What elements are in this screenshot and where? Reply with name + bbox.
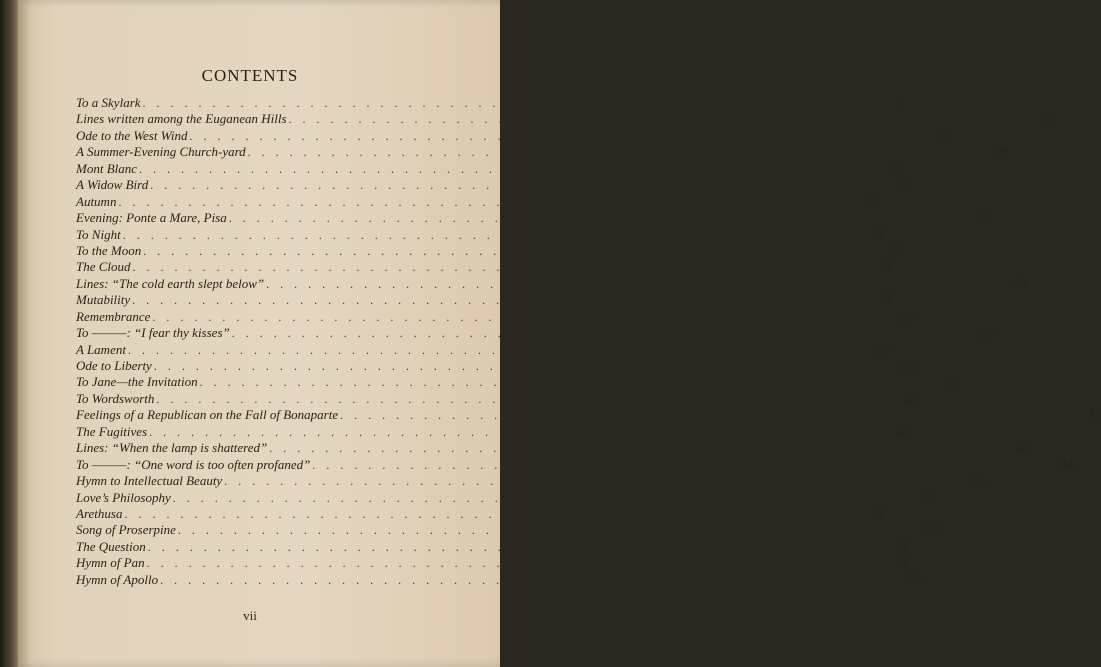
toc-entry	[76, 555, 908, 571]
toc-entry	[76, 242, 905, 259]
dot-leader: . . . . . . . . . . . . . . . . . . . . . . . . . . . . . . . . . . . . . . . . . . . . . . . . . . . . .	[288, 112, 1024, 127]
dot-leader: . . . . . . . . . . . . . . . . . . . . . . . . . . . . . . . . . . . . . . . . . . . . . . . . . . . . .	[199, 375, 935, 390]
toc-entry-page-number: 25	[891, 243, 905, 258]
toc-entry	[76, 489, 934, 506]
toc-entry-page-number: 47	[921, 490, 934, 505]
toc-entry	[76, 95, 904, 111]
toc-entry-title: Hymn of Pan	[76, 555, 145, 571]
dot-leader: . . . . . . . . . . . . . . . . . . . . . . . . . . . . . . . . . . . . . . . . . . . . . . . . . . . . .	[153, 359, 889, 373]
toc-entry	[76, 226, 884, 243]
toc-entry-title: To ———: “One word is too often profaned”	[76, 456, 311, 472]
toc-entry-title: To Night	[76, 226, 121, 242]
toc-entry	[76, 275, 1028, 292]
toc-entry-page-number: 38	[948, 375, 961, 390]
toc-entry	[76, 341, 889, 358]
toc-entry-title: Lines: “The cold earth slept below”	[76, 275, 265, 291]
toc-entry-page-number: 19	[887, 161, 901, 176]
contents-heading: CONTENTS	[201, 66, 299, 85]
toc-entry-title: To a Skylark	[76, 95, 141, 110]
toc-entry	[76, 505, 886, 522]
toc-entry-page-number: 6	[1043, 112, 1050, 127]
dot-leader: . . . . . . . . . . . . . . . . . . . . . . . . . . . . . . . . . . . . . . . . . . . . . . . . . . . . .	[152, 309, 888, 324]
toc-entry	[76, 358, 915, 374]
toc-entry-title: Feelings of a Republican on the Fall of Bonaparte	[76, 407, 339, 423]
toc-entry-page-number: 28	[1014, 276, 1028, 291]
dot-leader: . . . . . . . . . . . . . . . . . . . . . . . . . . . . . . . . . . . . . . . . . . . . . . . . . . . . .	[143, 243, 879, 258]
toc-entry	[76, 210, 990, 226]
toc-entry-title: The Fugitives	[76, 423, 148, 439]
dot-leader: . . . . . . . . . . . . . . . . . . . . . . . . . . . . . . . . . . . . . . . . . . . . . . . . . . . . .	[127, 342, 863, 357]
toc-entry	[76, 308, 914, 325]
toc-entry-page-number: 23	[866, 194, 880, 209]
toc-entry-page-number: 45	[972, 474, 986, 489]
toc-entry	[76, 456, 1074, 473]
toc-entry	[76, 538, 909, 555]
book-gutter	[0, 0, 18, 667]
dot-leader: . . . . . . . . . . . . . . . . . . . . . . . . . . . . . . . . . . . . . . . . . . . . . . . . . . . . .	[122, 227, 858, 242]
toc-entry-page-number: 22	[898, 178, 912, 193]
toc-entry	[76, 473, 986, 489]
toc-entry	[76, 292, 894, 308]
toc-entry	[76, 325, 993, 341]
toc-entry-page-number: 51	[896, 539, 909, 554]
dot-leader: . . . . . . . . . . . . . . . . . . . . . . . . . . . . . . . . . . . . . . . . . . . . . . . . . . . . .	[139, 161, 875, 176]
dot-leader: . . . . . . . . . . . . . . . . . . . . . . . . . . . . . . . . . . . . . . . . . . . . . . . . . . . . .	[147, 539, 883, 554]
page-folio: vii	[243, 608, 257, 623]
dot-leader: . . . . . . . . . . . . . . . . . . . . . . . . . . . . . . . . . . . . . . . . . . . . . . . . . . . . .	[340, 408, 1076, 423]
toc-entry-page-number: 30	[980, 326, 993, 341]
dot-leader: . . . . . . . . . . . . . . . . . . . . . . . . . . . . . . . . . . . . . . . . . . . . . . . . . . . . .	[172, 490, 908, 505]
toc-entry-title: Evening: Ponte a Mare, Pisa	[76, 210, 227, 226]
toc-entry-title: Love’s Philosophy	[76, 489, 171, 505]
dot-leader: . . . . . . . . . . . . . . . . . . . . . . . . . . . . . . . . . . . . . . . . . . . . . . . . . . . . .	[224, 474, 960, 489]
toc-entry-page-number: 43	[1017, 441, 1031, 456]
toc-entry	[76, 423, 911, 440]
toc-entry-title: A Widow Bird	[76, 177, 149, 193]
toc-entry-page-number: 31	[902, 359, 915, 373]
toc-entry-page-number: 23	[977, 211, 990, 226]
dot-leader: . . . . . . . . . . . . . . . . . . . . . . . . . . . . . . . . . . . . . . . . . . . . . . . . . . . . .	[156, 391, 892, 406]
toc-entry-title: A Lament	[76, 341, 126, 357]
toc-entry-page-number: 41	[1088, 408, 1101, 423]
table-of-contents	[76, 95, 1101, 588]
toc-entry-page-number: 53	[908, 572, 922, 587]
toc-entry-title: To ———: “I fear thy kisses”	[76, 325, 230, 341]
toc-entry-page-number: 15	[937, 128, 951, 143]
toc-entry-title: The Cloud	[76, 259, 131, 275]
toc-entry	[76, 177, 912, 193]
toc-entry-page-number: 50	[926, 523, 939, 538]
toc-entry-title: Hymn to Intellectual Beauty	[76, 473, 223, 489]
toc-entry-title: Ode to the West Wind	[76, 127, 188, 143]
dot-leader: . . . . . . . . . . . . . . . . . . . . . . . . . . . . . . . . . . . . . . . . . . . . . . . . . . . . .	[228, 211, 964, 226]
toc-entry	[76, 193, 880, 210]
toc-entry-title: To Jane—the Invitation	[76, 374, 198, 390]
dot-leader: . . . . . . . . . . . . . . . . . . . . . . . . . . . . . . . . . . . . . . . . . . . . . . . . . . . . .	[177, 523, 913, 538]
toc-entry-title: A Summer-Evening Church-yard	[76, 144, 246, 160]
toc-entry-page-number: 24	[871, 227, 884, 242]
toc-entry	[76, 374, 961, 390]
toc-entry-title: To the Moon	[76, 242, 142, 258]
dot-leader: . . . . . . . . . . . . . . . . . . . . . . . . . . . . . . . . . . . . . . . . . . . . . . . . . . . . .	[160, 572, 896, 587]
dot-leader: . . . . . . . . . . . . . . . . . . . . . . . . . . . . . . . . . . . . . . . . . . . . . . . . . . . . .	[231, 326, 967, 341]
toc-entry-title: Mutability	[76, 292, 131, 308]
toc-entry-title: To Wordsworth	[76, 390, 155, 406]
toc-entry-page-number: 40	[904, 391, 918, 406]
toc-entry-page-number: 30	[876, 342, 889, 357]
toc-entry-title: Remembrance	[76, 308, 151, 324]
dot-leader: . . . . . . . . . . . . . . . . . . . . . . . . . . . . . . . . . . . . . . . . . . . . . . . . . . . . .	[132, 260, 868, 275]
toc-entry	[76, 144, 1009, 160]
toc-entry-title: Arethusa	[76, 505, 123, 521]
toc-entry-page-number: 41	[897, 424, 911, 439]
dot-leader: . . . . . . . . . . . . . . . . . . . . . . . . . . . . . . . . . . . . . . . . . . . . . . . . . . . . .	[266, 276, 1002, 291]
dot-leader: . . . . . . . . . . . . . . . . . . . . . . . . . . . . . . . . . . . . . . . . . . . . . . . . . . . . .	[247, 145, 983, 160]
toc-entry	[76, 407, 1101, 423]
toc-entry-title: Lines: “When the lamp is shattered”	[76, 440, 268, 456]
toc-entry	[76, 571, 922, 588]
toc-entry-title: Ode to Liberty	[76, 358, 152, 373]
dot-leader: . . . . . . . . . . . . . . . . . . . . . . . . . . . . . . . . . . . . . . . . . . . . . . . . . . . . .	[142, 96, 878, 110]
toc-entry-title: Autumn	[76, 193, 117, 209]
toc-entry	[76, 522, 939, 538]
toc-entry	[76, 111, 1050, 127]
toc-entry-page-number: 44	[1060, 457, 1074, 472]
toc-entry	[76, 390, 918, 407]
toc-entry-title: Song of Proserpine	[76, 522, 176, 538]
toc-entry-title: Lines written among the Euganean Hills	[76, 111, 287, 127]
dot-leader: . . . . . . . . . . . . . . . . . . . . . . . . . . . . . . . . . . . . . . . . . . . . . . . . . . . . .	[269, 441, 1005, 456]
toc-entry-page-number: 29	[880, 293, 894, 308]
dot-leader: . . . . . . . . . . . . . . . . . . . . . . . . . . . . . . . . . . . . . . . . . . . . . . . . . . . . .	[312, 457, 1048, 472]
toc-entry	[76, 440, 1031, 456]
toc-entry-title: Mont Blanc	[76, 160, 138, 176]
dot-leader: . . . . . . . . . . . . . . . . . . . . . . . . . . . . . . . . . . . . . . . . . . . . . . . . . . . . .	[149, 424, 885, 439]
dot-leader: . . . . . . . . . . . . . . . . . . . . . . . . . . . . . . . . . . . . . . . . . . . . . . . . . . . . .	[124, 506, 860, 521]
toc-entry-page-number: 3	[897, 96, 904, 110]
dot-leader: . . . . . . . . . . . . . . . . . . . . . . . . . . . . . . . . . . . . . . . . . . . . . . . . . . . . .	[132, 293, 868, 308]
toc-entry-page-number: 48	[872, 506, 886, 521]
toc-entry-page-number: 18	[996, 145, 1009, 160]
toc-entry	[76, 259, 894, 275]
dot-leader: . . . . . . . . . . . . . . . . . . . . . . . . . . . . . . . . . . . . . . . . . . . . . . . . . . . . .	[146, 556, 882, 571]
toc-entry-page-number: 29	[900, 309, 914, 324]
toc-entry	[76, 160, 901, 177]
toc-entry-page-number: 52	[895, 556, 908, 571]
dot-leader: . . . . . . . . . . . . . . . . . . . . . . . . . . . . . . . . . . . . . . . . . . . . . . . . . . . . .	[150, 178, 886, 193]
toc-entry-title: Hymn of Apollo	[76, 571, 159, 587]
toc-entry-page-number: 26	[881, 260, 894, 275]
dot-leader: . . . . . . . . . . . . . . . . . . . . . . . . . . . . . . . . . . . . . . . . . . . . . . . . . . . . .	[118, 194, 854, 209]
toc-entry-title: The Question	[76, 538, 146, 554]
toc-entry	[76, 127, 951, 144]
dot-leader: . . . . . . . . . . . . . . . . . . . . . . . . . . . . . . . . . . . . . . . . . . . . . . . . . . . . .	[189, 128, 925, 143]
